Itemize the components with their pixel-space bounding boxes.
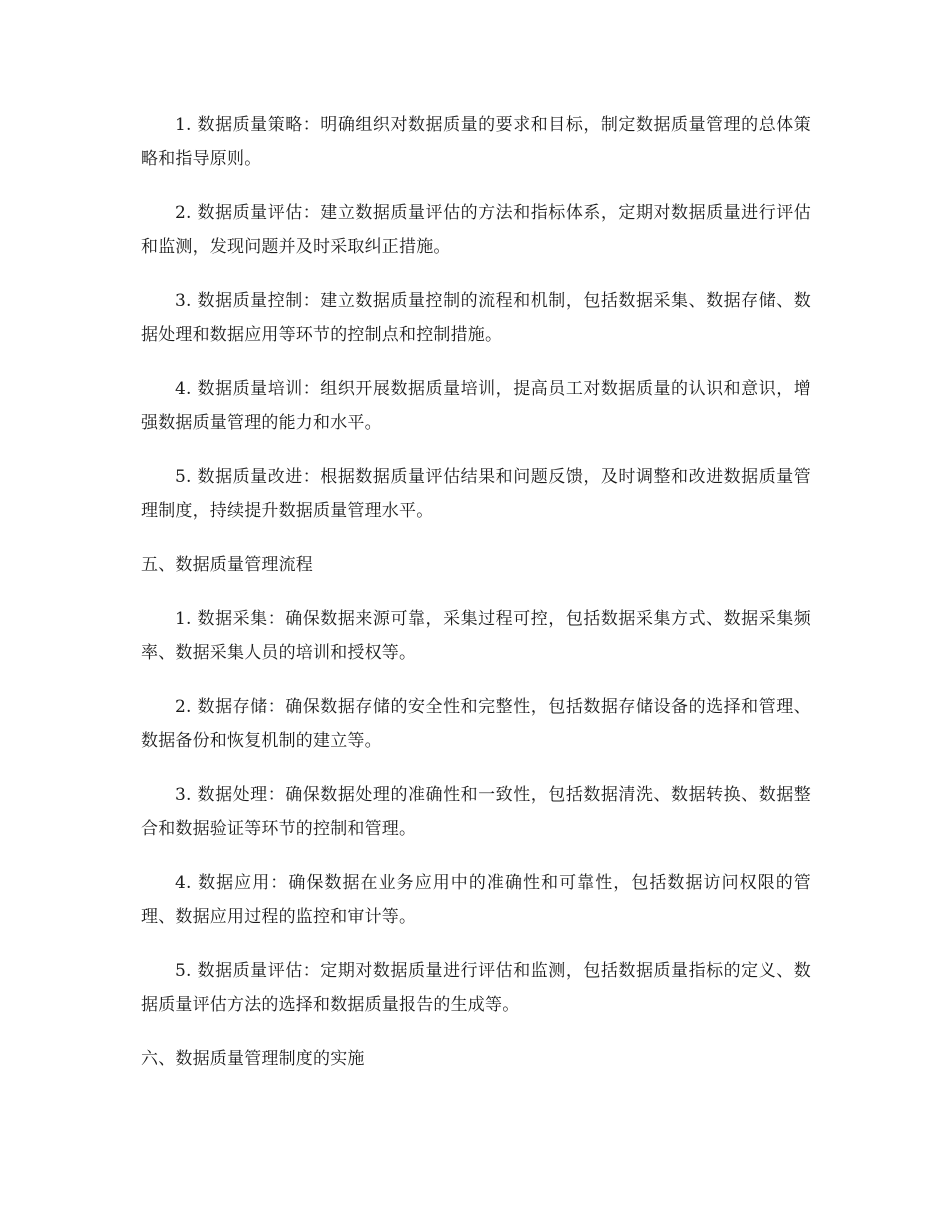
paragraph-storage: 2. 数据存储：确保数据存储的安全性和完整性，包括数据存储设备的选择和管理、数据备份和恢复机制的建立等。 xyxy=(141,697,811,751)
paragraph-training: 4. 数据质量培训：组织开展数据质量培训，提高员工对数据质量的认识和意识，增强数据质量管理的能力和水平。 xyxy=(141,379,811,433)
paragraph-collection: 1. 数据采集：确保数据来源可靠，采集过程可控，包括数据采集方式、数据采集频率、数据采集人员的培训和授权等。 xyxy=(141,609,811,663)
section-heading-implementation: 六、数据质量管理制度的实施 xyxy=(141,1049,365,1069)
paragraph-quality-assessment: 5. 数据质量评估：定期对数据质量进行评估和监测，包括数据质量指标的定义、数据质量评估方法的选择和数据质量报告的生成等。 xyxy=(141,961,811,1015)
paragraph-processing: 3. 数据处理：确保数据处理的准确性和一致性，包括数据清洗、数据转换、数据整合和数据验证等环节的控制和管理。 xyxy=(141,785,811,839)
paragraph-assessment: 2. 数据质量评估：建立数据质量评估的方法和指标体系，定期对数据质量进行评估和监测，发现问题并及时采取纠正措施。 xyxy=(141,203,811,257)
section-heading-process: 五、数据质量管理流程 xyxy=(141,555,313,575)
paragraph-strategy: 1. 数据质量策略：明确组织对数据质量的要求和目标，制定数据质量管理的总体策略和指导原则。 xyxy=(141,115,811,169)
paragraph-application: 4. 数据应用：确保数据在业务应用中的准确性和可靠性，包括数据访问权限的管理、数据应用过程的监控和审计等。 xyxy=(141,873,811,927)
paragraph-control: 3. 数据质量控制：建立数据质量控制的流程和机制，包括数据采集、数据存储、数据处理和数据应用等环节的控制点和控制措施。 xyxy=(141,291,811,345)
document-page xyxy=(141,108,811,1096)
paragraph-improvement: 5. 数据质量改进：根据数据质量评估结果和问题反馈，及时调整和改进数据质量管理制度，持续提升数据质量管理水平。 xyxy=(141,467,811,521)
